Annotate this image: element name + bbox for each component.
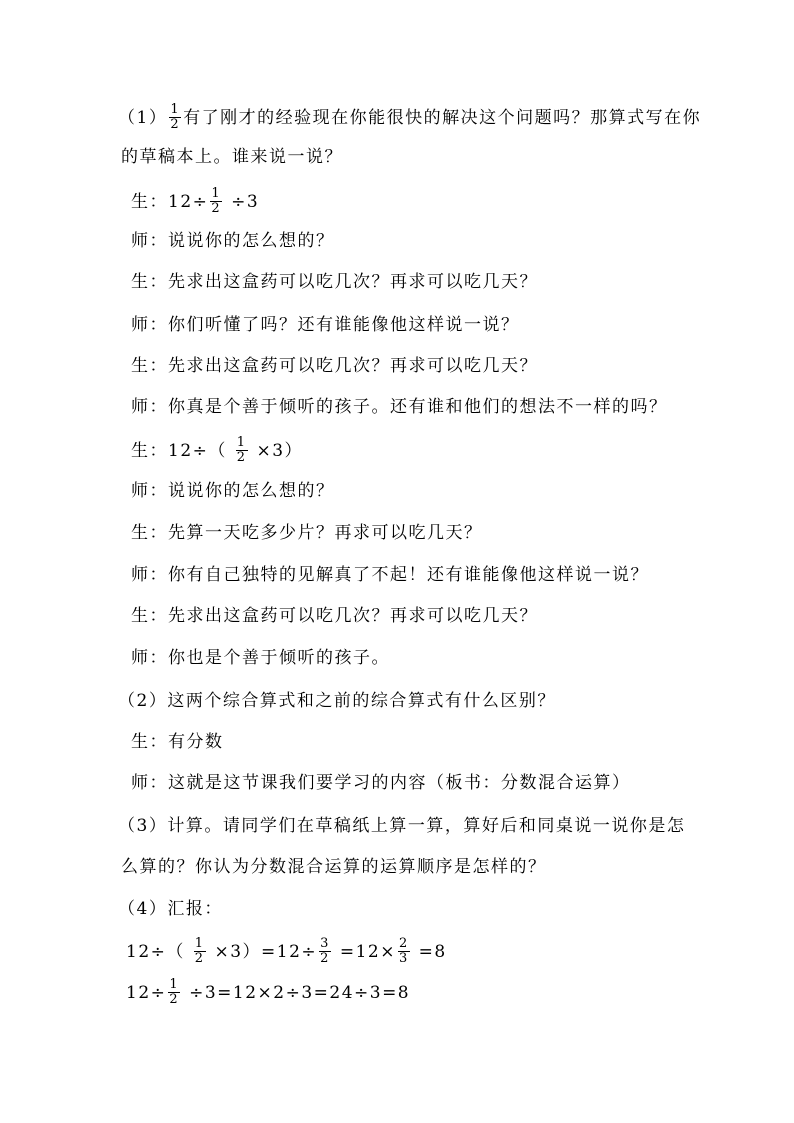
fraction bbox=[194, 937, 206, 966]
fraction bbox=[169, 103, 181, 132]
dialogue-line: 师：说说你的怎么想的？ bbox=[131, 231, 335, 251]
equation-2 bbox=[126, 979, 410, 1008]
fraction-denominator: 2 bbox=[169, 992, 180, 1007]
dialogue-line: 生：先求出这盒药可以吃几次？再求可以吃几天？ bbox=[131, 606, 538, 626]
fraction-numerator: 1 bbox=[170, 102, 181, 117]
question-2: （2）这两个综合算式和之前的综合算式有什么区别？ bbox=[118, 691, 556, 711]
question-4: （4）汇报： bbox=[118, 899, 223, 919]
student-answer-2 bbox=[131, 437, 303, 466]
expression-part: =12× bbox=[332, 942, 396, 962]
dialogue-line: 师：你也是个善于倾听的孩子。 bbox=[131, 648, 390, 668]
paragraph-1 bbox=[118, 104, 701, 133]
item-number: （1） bbox=[118, 108, 168, 128]
paragraph-1-continued: 的草稿本上。谁来说一说？ bbox=[121, 147, 343, 167]
speaker-label: 生： bbox=[131, 192, 168, 212]
fraction-numerator: 2 bbox=[398, 936, 409, 951]
speaker-label: 生： bbox=[131, 441, 168, 461]
fraction bbox=[210, 187, 222, 216]
dialogue-line: 生：先求出这盒药可以吃几次？再求可以吃几天？ bbox=[131, 272, 538, 292]
fraction-numerator: 1 bbox=[211, 186, 222, 201]
dialogue-line: 生：有分数 bbox=[131, 732, 224, 752]
fraction bbox=[319, 937, 331, 966]
fraction bbox=[398, 937, 410, 966]
question-3: （3）计算。请同学们在草稿纸上算一算，算好后和同桌说一说你是怎 bbox=[118, 816, 686, 836]
expression-part: 12÷（ bbox=[126, 942, 192, 962]
dialogue-line: 师：这就是这节课我们要学习的内容（板书：分数混合运算） bbox=[131, 773, 631, 793]
fraction-numerator: 1 bbox=[194, 936, 205, 951]
expression-part: 12÷（ bbox=[168, 441, 234, 461]
expression-part: 12÷ bbox=[168, 192, 209, 212]
fraction-denominator: 2 bbox=[320, 951, 330, 966]
expression-part: ÷3=12×2÷3=24÷3=8 bbox=[182, 983, 411, 1003]
dialogue-line: 生：先算一天吃多少片？再求可以吃几天？ bbox=[131, 523, 483, 543]
fraction-numerator: 1 bbox=[236, 435, 247, 450]
paragraph-text: 有了刚才的经验现在你能很快的解决这个问题吗？那算式写在你 bbox=[183, 108, 702, 128]
fraction-denominator: 2 bbox=[170, 117, 181, 132]
fraction-denominator: 2 bbox=[211, 201, 222, 216]
fraction-numerator: 3 bbox=[320, 936, 330, 951]
expression-part: ×3） bbox=[249, 441, 304, 461]
expression-part: ×3）=12÷ bbox=[207, 942, 318, 962]
dialogue-line: 师：你真是个善于倾听的孩子。还有谁和他们的想法不一样的吗？ bbox=[131, 397, 668, 417]
fraction bbox=[168, 978, 180, 1007]
dialogue-line: 师：说说你的怎么想的？ bbox=[131, 481, 335, 501]
fraction bbox=[236, 436, 248, 465]
fraction-denominator: 3 bbox=[398, 951, 409, 966]
dialogue-line: 生：先求出这盒药可以吃几次？再求可以吃几天？ bbox=[131, 356, 538, 376]
student-answer-1 bbox=[131, 188, 259, 217]
question-3-continued: 么算的？你认为分数混合运算的运算顺序是怎样的？ bbox=[121, 857, 547, 877]
equation-1 bbox=[126, 938, 447, 967]
expression-part: 12÷ bbox=[126, 983, 167, 1003]
dialogue-line: 师：你们听懂了吗？还有谁能像他这样说一说？ bbox=[131, 315, 520, 335]
expression-part: =8 bbox=[411, 942, 447, 962]
expression-part: ÷3 bbox=[224, 192, 260, 212]
dialogue-line: 师：你有自己独特的见解真了不起！还有谁能像他这样说一说？ bbox=[131, 565, 649, 585]
fraction-denominator: 2 bbox=[236, 450, 247, 465]
fraction-numerator: 1 bbox=[169, 977, 180, 992]
fraction-denominator: 2 bbox=[194, 951, 205, 966]
